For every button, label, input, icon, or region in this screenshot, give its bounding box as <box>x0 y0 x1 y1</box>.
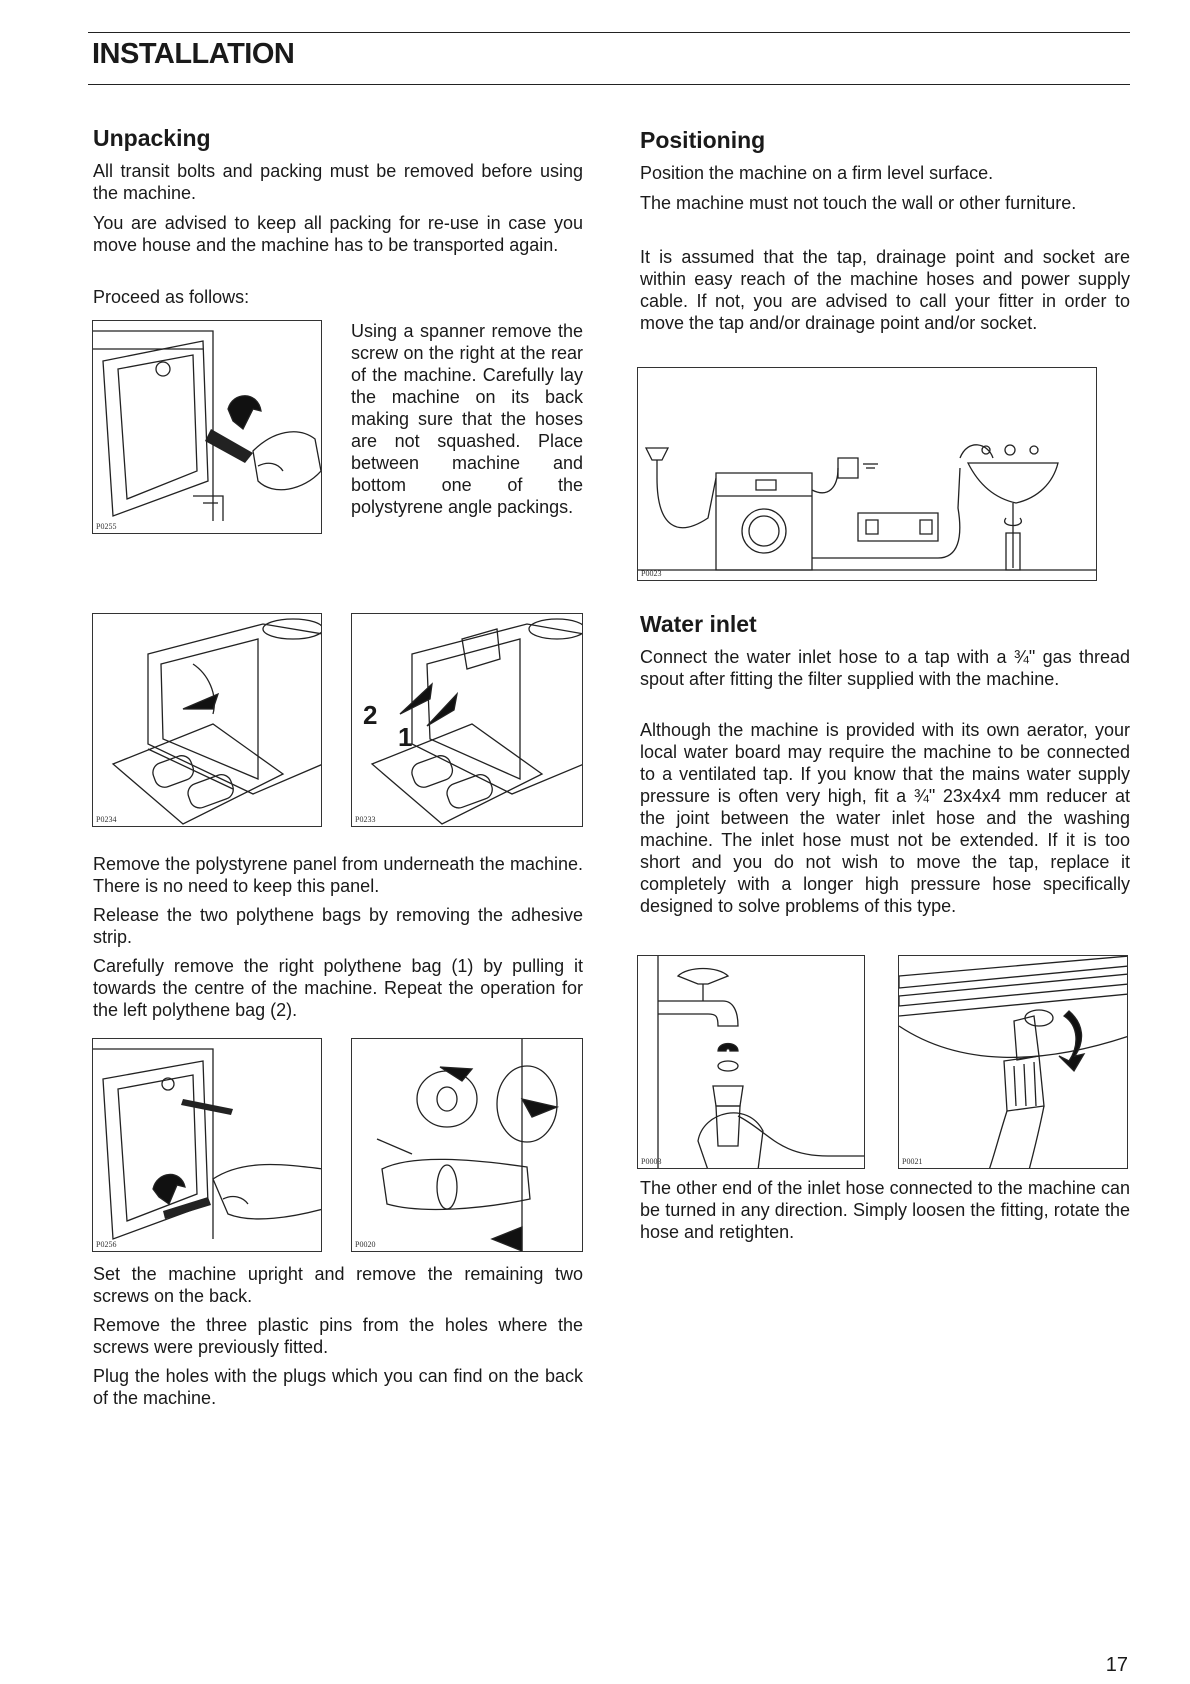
bag-label-2: 2 <box>363 700 378 730</box>
figure-polystyrene-panel <box>92 613 322 827</box>
figure-code: P0234 <box>96 815 117 824</box>
positioning-paragraph-3: It is assumed that the tap, drainage point and socket are within easy reach of the machine hoses and power supply cable. If not, you are advised to call your fitter in order to move the tap and/or drainage point and/or socket. <box>640 247 1130 333</box>
figure-machine-position <box>637 367 1097 581</box>
figure-tap-connection <box>637 955 865 1169</box>
figure-code: P0255 <box>96 522 117 531</box>
machine-position-illustration <box>638 368 1097 581</box>
page-number: 17 <box>1105 1654 1128 1676</box>
tap-connection-illustration <box>638 956 865 1169</box>
water-inlet-paragraph-1: Connect the water inlet hose to a tap with a ¾" gas thread spout after fitting the filter supplied with the machine. <box>640 647 1130 689</box>
bag-label-1: 1 <box>398 722 413 752</box>
unpacking-paragraph-9: Plug the holes with the plugs which you can find on the back of the machine. <box>93 1366 583 1408</box>
water-inlet-heading: Water inlet <box>640 611 757 637</box>
figure-plastic-pins <box>351 1038 583 1252</box>
remove-screw-illustration <box>93 321 322 534</box>
hose-fitting-illustration <box>899 956 1128 1169</box>
unpacking-paragraph-8: Remove the three plastic pins from the holes where the screws were previously fitted. <box>93 1315 583 1357</box>
plastic-pins-illustration <box>352 1039 583 1252</box>
figure-remove-screw <box>92 320 322 534</box>
unpacking-paragraph-4: Remove the polystyrene panel from underneath the machine. There is no need to keep this panel. <box>93 854 583 896</box>
water-inlet-paragraph-3: The other end of the inlet hose connected to the machine can be turned in any direction. Simply loosen the fitting, rotate the hose and retighten. <box>640 1178 1130 1242</box>
remove-back-screws-illustration <box>93 1039 322 1252</box>
unpacking-heading: Unpacking <box>93 125 211 151</box>
polythene-bags-illustration <box>352 614 583 827</box>
polystyrene-panel-illustration <box>93 614 322 827</box>
unpacking-paragraph-1: All transit bolts and packing must be removed before using the machine. <box>93 161 583 203</box>
figure-code: P0256 <box>96 1240 117 1249</box>
figure-hose-fitting <box>898 955 1128 1169</box>
page-title: INSTALLATION <box>92 38 295 70</box>
water-inlet-paragraph-2: Although the machine is provided with its own aerator, your local water board may require the machine to be connected to a ventilated tap. If you know that the mains water supply pressure is often very high, fit a ¾" 23x4x4 mm reducer at the joint between the water inlet hose and the washing machine. The inlet hose must not be extended. If it is too short and you do not wish to move the tap, replace it completely with a longer high pressure hose specifically designed to solve problems of this type. <box>640 720 1130 916</box>
figure-code: P0023 <box>641 569 662 578</box>
positioning-paragraph-2: The machine must not touch the wall or other furniture. <box>640 193 1077 213</box>
figure-remove-back-screws <box>92 1038 322 1252</box>
unpacking-step-1-text: Using a spanner remove the screw on the right at the rear of the machine. Carefully lay the machine on its back making sure that the hoses are not squashed. Place between machine and bottom one of the polystyrene angle packings. <box>351 321 583 517</box>
figure-polythene-bags <box>351 613 583 827</box>
title-underline <box>88 84 1130 85</box>
unpacking-paragraph-5: Release the two polythene bags by removing the adhesive strip. <box>93 905 583 947</box>
unpacking-paragraph-6: Carefully remove the right polythene bag (1) by pulling it towards the centre of the machine. Repeat the operation for the left polythene bag (2). <box>93 956 583 1020</box>
unpacking-paragraph-7: Set the machine upright and remove the remaining two screws on the back. <box>93 1264 583 1306</box>
figure-code: P0003 <box>641 1157 662 1166</box>
figure-code: P0020 <box>355 1240 376 1249</box>
figure-code: P0021 <box>902 1157 923 1166</box>
positioning-paragraph-1: Position the machine on a firm level surface. <box>640 163 994 183</box>
figure-code: P0233 <box>355 815 376 824</box>
positioning-heading: Positioning <box>640 127 766 153</box>
unpacking-paragraph-3: Proceed as follows: <box>93 287 250 307</box>
top-rule <box>88 32 1130 33</box>
unpacking-paragraph-2: You are advised to keep all packing for re-use in case you move house and the machine has to be transported again. <box>93 213 583 255</box>
